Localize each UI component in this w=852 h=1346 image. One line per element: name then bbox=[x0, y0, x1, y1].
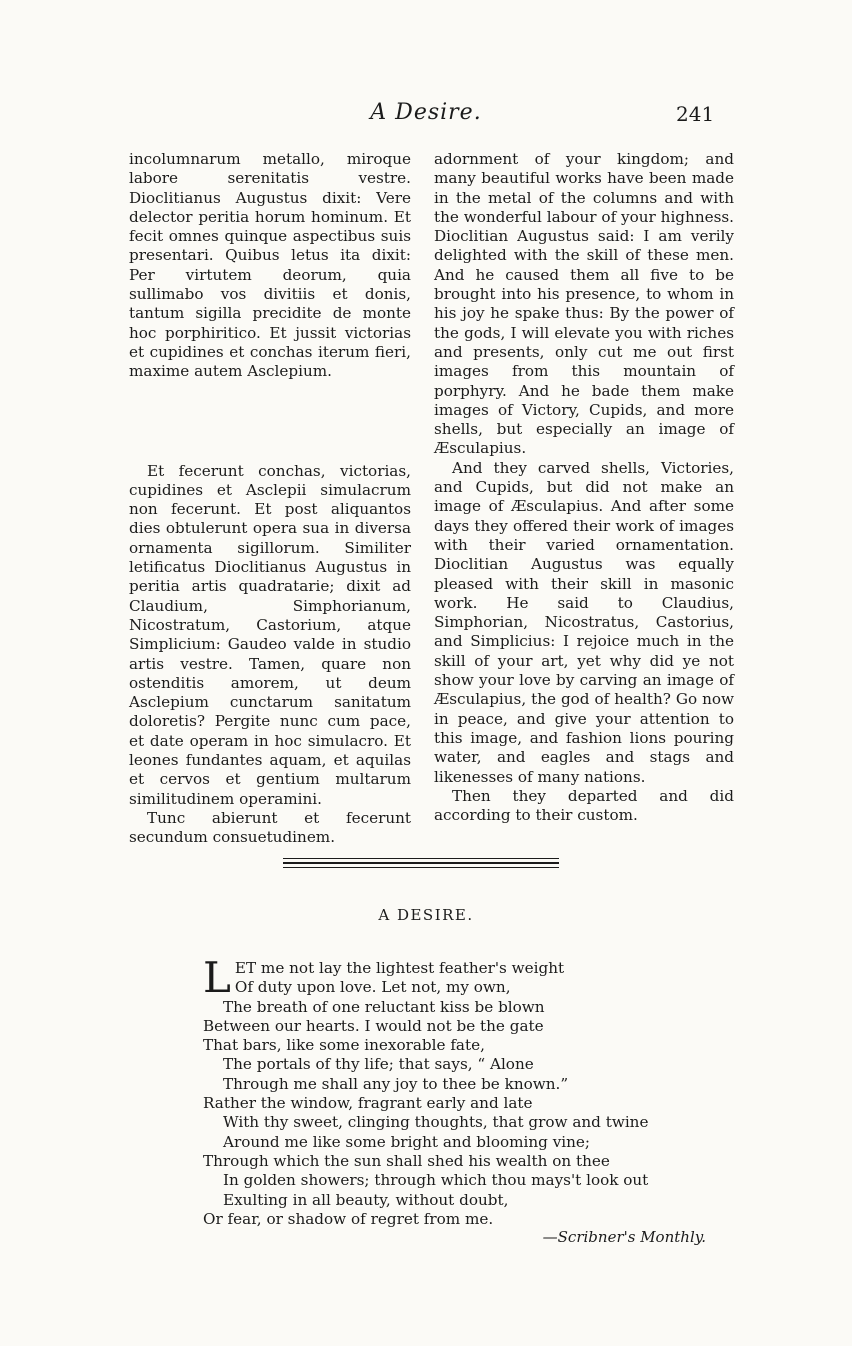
poem-line: Of duty upon love. Let not, my own, bbox=[234, 978, 511, 997]
poem-line: Between our hearts. I would not be the gate bbox=[203, 1016, 544, 1035]
latin-paragraph-3: Tunc abierunt et fecerunt secundum consuetudinem. bbox=[129, 808, 411, 847]
poem-line-text: ET me not lay the lightest feather's weight bbox=[234, 959, 565, 977]
poem-line: Exulting in all beauty, without doubt, bbox=[223, 1190, 509, 1209]
running-head-title: A Desire. bbox=[370, 100, 482, 125]
poem-title: A DESIRE. bbox=[378, 906, 474, 924]
poem-line: The breath of one reluctant kiss be blown bbox=[223, 997, 545, 1016]
latin-paragraph-1: incolumnarum metallo, miroque labore serenitatis vestre. Dioclitianus Augustus dixit: Vere delector peritia horum hominum. Et fecit omnes quinque aspectibus suis presentari. Quibus letus ita dixit: Per virtutem deorum, quia sullimabo vos divitiis et donis, tantum sigilla precidite de monte hoc porphiritico. Et jussit victorias et cupidines et conchas iterum fieri, maxime autem Asclepium. bbox=[129, 150, 411, 381]
english-paragraph-1: adornment of your kingdom; and many beautiful works have been made in the metal of the columns and with the wonderful labour of your highness. Dioclitian Augustus said: I am verily delighted with the skill of these men. And he caused them all five to be brought into his presence, to whom in his joy he spake thus: By the power of the gods, I will elevate you with riches and presents, only cut me out first images from this mountain of porphyry. And he bade them make images of Victory, Cupids, and more shells, but especially an image of Æsculapius. bbox=[434, 150, 734, 458]
divider-line bbox=[283, 867, 559, 868]
english-column bbox=[434, 150, 734, 825]
poem-line: Through which the sun shall shed his wealth on thee bbox=[203, 1151, 610, 1170]
latin-column bbox=[129, 150, 411, 848]
poem-line: The portals of thy life; that says, “ Alone bbox=[223, 1055, 534, 1074]
divider-line bbox=[283, 858, 559, 859]
divider-line bbox=[283, 862, 559, 864]
poem-line: Rather the window, fragrant early and late bbox=[203, 1094, 533, 1113]
page-number: 241 bbox=[676, 102, 715, 126]
english-paragraph-3: Then they departed and did according to their custom. bbox=[434, 786, 734, 825]
poem-line: Or fear, or shadow of regret from me. bbox=[203, 1209, 494, 1228]
poem-line: Around me like some bright and blooming vine; bbox=[223, 1132, 591, 1151]
column-gap bbox=[129, 382, 411, 462]
english-paragraph-2: And they carved shells, Victories, and Cupids, but did not make an image of Æsculapius. And after some days they offered their work of images with their varied ornamentation. Dioclitian Augustus was equally pleased with their skill in masonic work. He said to Claudius, Simphorian, Nicostratus, Castorius, and Simplicius: I rejoice much in the skill of your art, yet why did ye not show your love by carving an image of Æsculapius, the god of health? Go now in peace, and give your attention to this image, and fashion lions pouring water, and eagles and stags and likenesses of many nations. bbox=[434, 458, 734, 786]
poem-line: In golden showers; through which thou mays't look out bbox=[223, 1171, 649, 1190]
poem-line: That bars, like some inexorable fate, bbox=[203, 1036, 485, 1055]
poem-body bbox=[203, 953, 723, 1229]
latin-paragraph-2: Et fecerunt conchas, victorias, cupidines et Asclepii simulacrum non fecerunt. Et post aliquantos dies obtulerunt opera sua in diversa ornamenta sigillorum. Similiter letificatus Dioclitianus Augustus in peritia artis quadratarie; dixit ad Claudium, Simphorianum, Nicostratum, Castorium, atque Simplicium: Gaudeo valde in studio artis vestre. Tamen, quare non ostenditis amorem, ut deum Asclepium cunctarum sanitatum doloretis? Pergite nunc cum pace, et date operam in hoc simulacro. Et leones fundantes aquam, et aquilas et cervos et gentium multarum similitudinem operamini. bbox=[129, 461, 411, 808]
drop-cap: L bbox=[203, 953, 231, 1002]
section-divider bbox=[283, 858, 559, 871]
poem-line: With thy sweet, clinging thoughts, that grow and twine bbox=[223, 1113, 649, 1132]
poem-attribution: —Scribner's Monthly. bbox=[542, 1228, 706, 1246]
poem-line: Through me shall any joy to thee be known.” bbox=[223, 1074, 569, 1093]
